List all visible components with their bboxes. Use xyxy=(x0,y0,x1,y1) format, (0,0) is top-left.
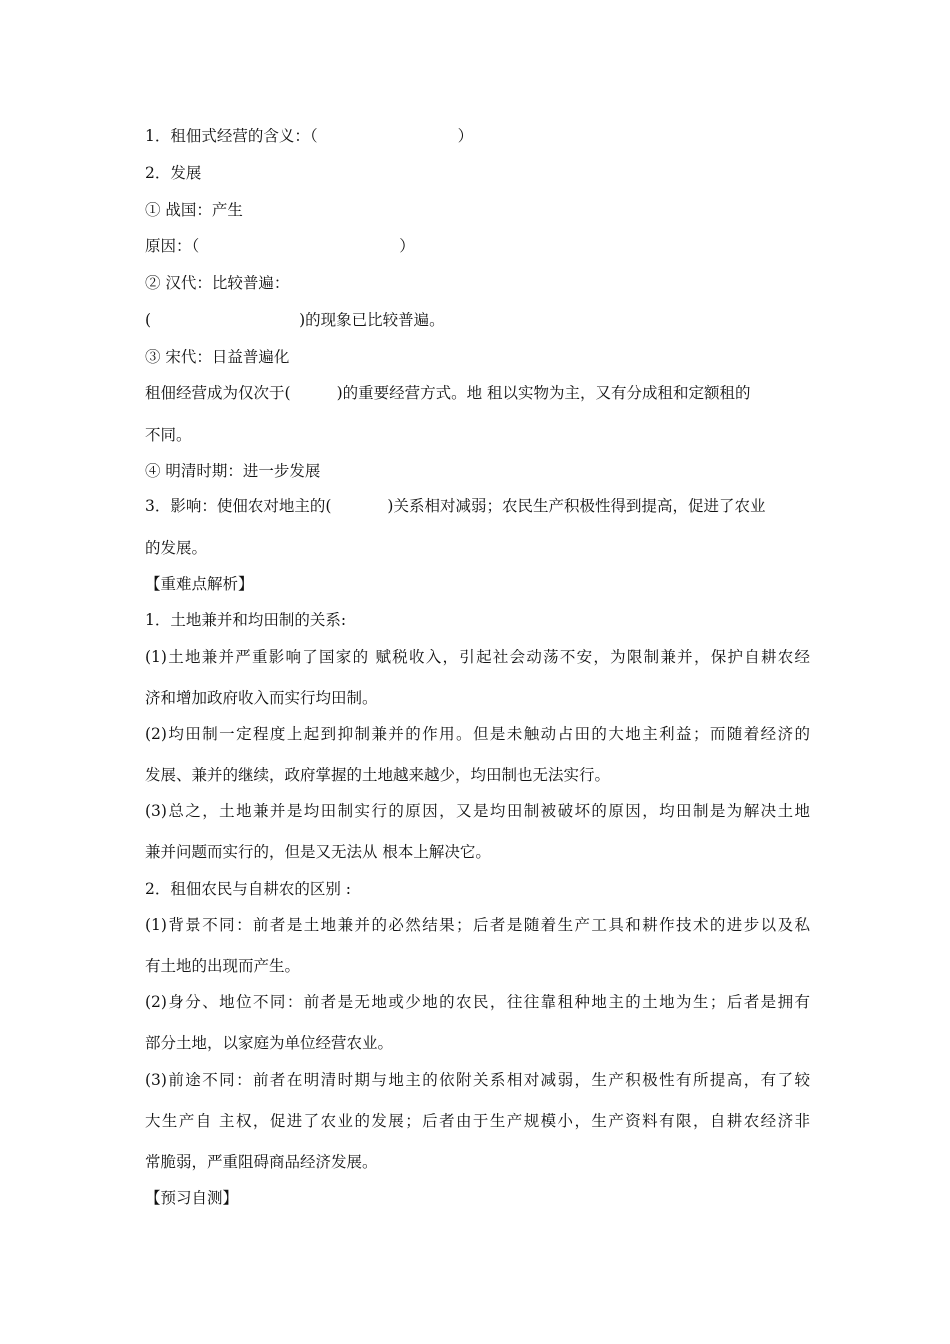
impact-b: )关系相对减弱；农民生产积极性得到提高，促进了农业 xyxy=(387,497,766,515)
development-item-ming-qing: ④ 明清时期：进一步发展 xyxy=(145,462,321,480)
analysis1-para3-line2: 兼并问题而实行的，但是又无法从 根本上解决它。 xyxy=(145,843,491,861)
analysis2-para1-line2: 有土地的出现而产生。 xyxy=(145,957,301,975)
analysis2-para1-line1: (1)背景不同：前者是土地兼并的必然结果；后者是随着生产工具和耕作技术的进步以及私 xyxy=(145,916,810,934)
reason-label: 原因：（ xyxy=(145,237,200,255)
analysis1-para1-line2: 济和增加政府收入而实行均田制。 xyxy=(145,689,378,707)
analysis2-para3-line2: 大生产自 主权，促进了农业的发展；后者由于生产规模小，生产资料有限，自耕农经济非 xyxy=(145,1112,810,1130)
analysis1-para2-line2: 发展、兼并的继续，政府掌握的土地越来越少，均田制也无法实行。 xyxy=(145,766,611,784)
impact-a: 3．影响：使佃农对地主的( xyxy=(145,497,332,515)
han-phenomenon-text: )的现象已比较普遍。 xyxy=(299,311,445,329)
section2-title: 2．发展 xyxy=(145,164,202,182)
section3-impact-line1 xyxy=(145,495,810,517)
analysis1-para3-line1: (3)总之，土地兼并是均田制实行的原因，又是均田制被破坏的原因，均田制是为解决土地 xyxy=(145,802,810,820)
song-detail-line2: 不同。 xyxy=(145,426,192,444)
song-detail-a: 租佃经营成为仅次于( xyxy=(145,384,291,402)
analysis2-title: 2．租佃农民与自耕农的区别 : xyxy=(145,880,352,898)
reason-close: ） xyxy=(399,237,415,255)
reason-line xyxy=(145,235,810,257)
song-detail-line1 xyxy=(145,382,810,404)
han-phenomenon-line xyxy=(145,309,810,331)
analysis2-para3-line1: (3)前途不同：前者在明清时期与地主的依附关系相对减弱，生产积极性有所提高，有了较 xyxy=(145,1071,810,1089)
self-test-heading: 【预习自测】 xyxy=(145,1189,239,1207)
analysis-heading: 【重难点解析】 xyxy=(145,575,254,593)
song-detail-b: )的重要经营方式。地 租以实物为主，又有分成租和定额租的 xyxy=(336,384,751,402)
section1-definition xyxy=(145,125,810,147)
section3-impact-line2: 的发展。 xyxy=(145,539,208,557)
analysis2-para3-line3: 常脆弱，严重阻碍商品经济发展。 xyxy=(145,1153,378,1171)
open-paren: ( xyxy=(145,311,152,329)
analysis1-para1-line1: (1)土地兼并严重影响了国家的 赋税收入，引起社会动荡不安，为限制兼并，保护自耕农经 xyxy=(145,648,810,666)
definition-text: 1．租佃式经营的含义：（ xyxy=(145,127,318,145)
analysis1-para2-line1: (2)均田制一定程度上起到抑制兼并的作用。但是未触动占田的大地主利益；而随着经济的 xyxy=(145,725,810,743)
development-item-warring-states: ① 战国：产生 xyxy=(145,201,243,219)
analysis1-title: 1．土地兼并和均田制的关系: xyxy=(145,611,347,629)
analysis2-para2-line2: 部分土地，以家庭为单位经营农业。 xyxy=(145,1034,394,1052)
analysis2-para2-line1: (2)身分、地位不同：前者是无地或少地的农民，往往靠租种地主的土地为生；后者是拥有 xyxy=(145,993,810,1011)
development-item-song: ③ 宋代：日益普遍化 xyxy=(145,348,290,366)
development-item-han: ② 汉代：比较普遍： xyxy=(145,274,290,292)
definition-close: ） xyxy=(457,127,474,145)
